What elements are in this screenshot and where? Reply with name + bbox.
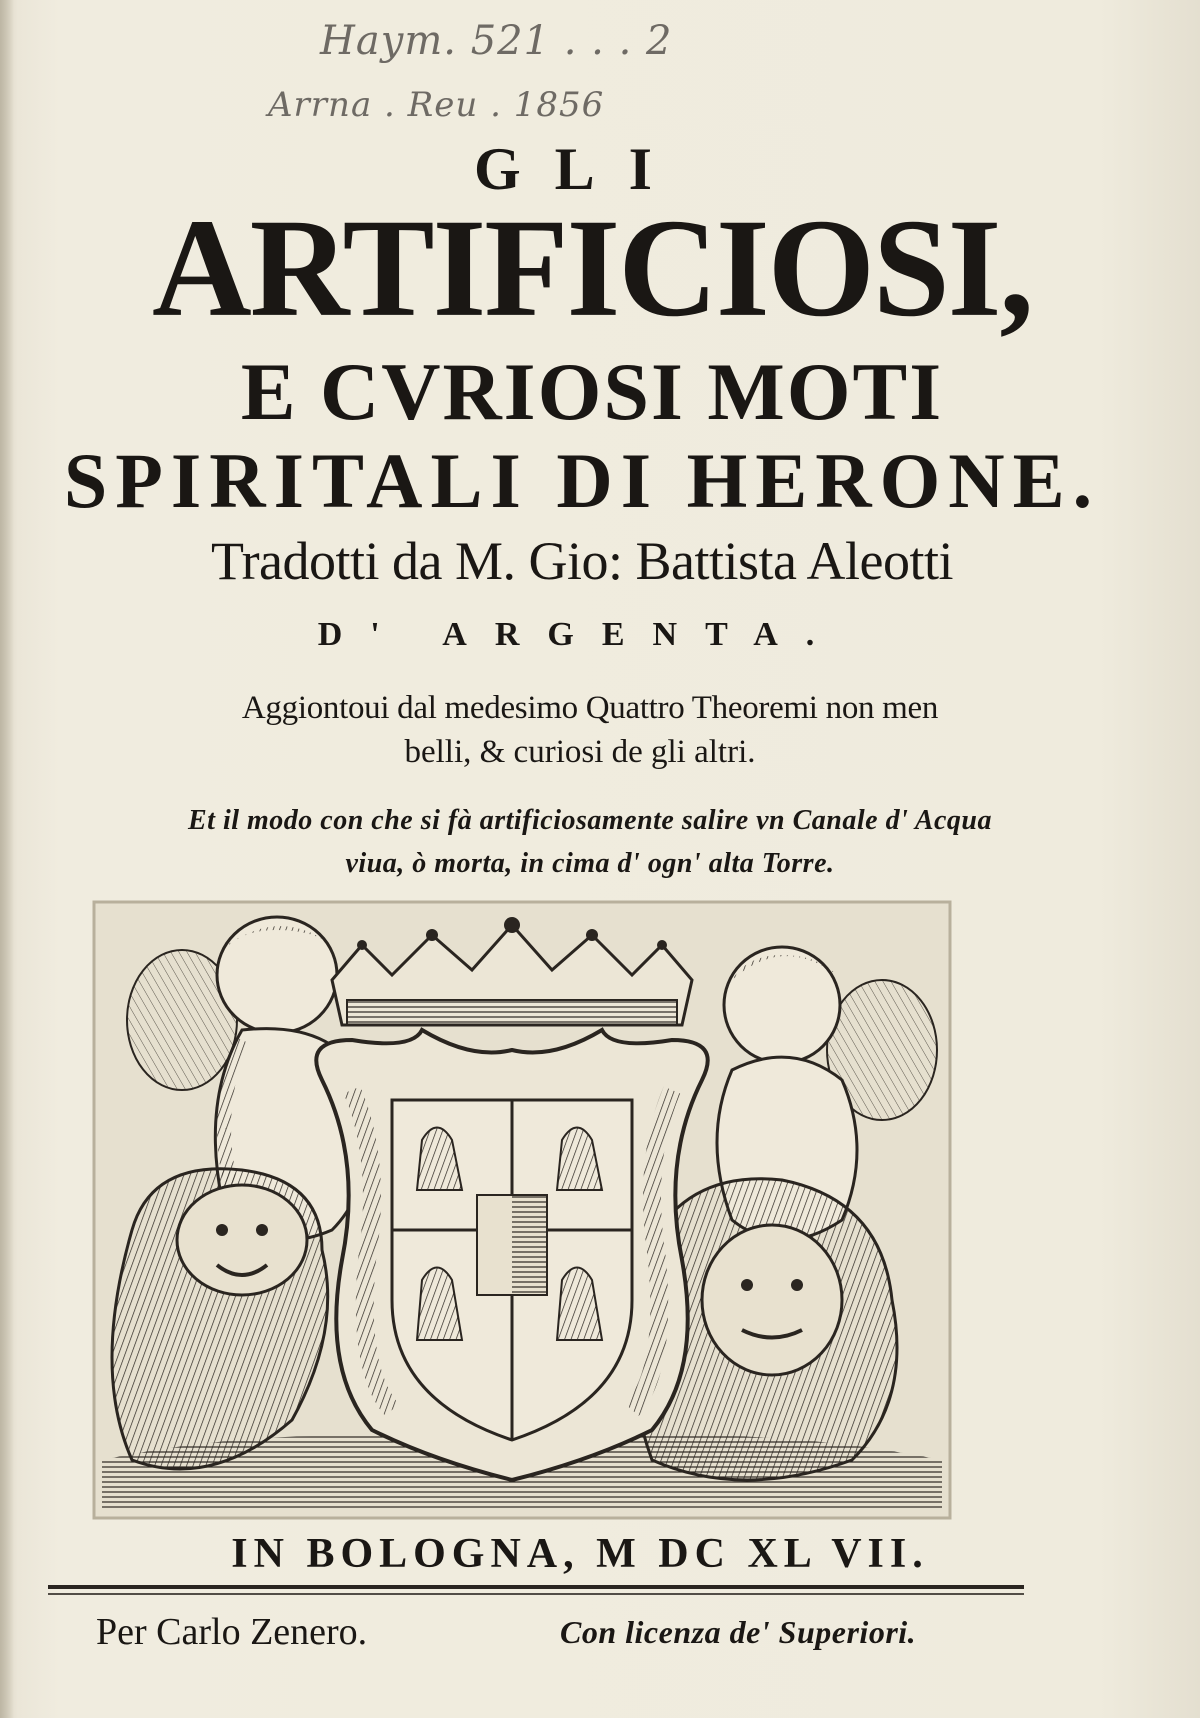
rule-bottom [48, 1593, 1024, 1595]
method-line-1: Et il modo con che si fà artificiosamente salire vn Canale d' Acqua [187, 805, 993, 836]
addition-line-2: belli, & curiosi de gli altri. [404, 734, 756, 770]
shelfmark-line-1: Haym. 521 . . . 2 [320, 18, 673, 64]
shelfmark-line-2: Arrna . Reu . 1856 [268, 85, 605, 125]
translator-line: Tradotti da M. Gio: Battista Aleotti [210, 531, 953, 591]
imprint-city-date: IN BOLOGNA, M DC XL VII. [231, 1531, 929, 1577]
coat-of-arms-engraving [92, 900, 952, 1520]
rule-top [48, 1585, 1024, 1589]
heraldic-shield [392, 1100, 632, 1440]
title-main: ARTIFICIOSI, [152, 189, 1032, 346]
license-line: Con licenza de' Superiori. [560, 1614, 917, 1650]
title-line-3: SPIRITALI DI HERONE. [63, 437, 1101, 524]
title-line-2: E CVRIOSI MOTI [240, 346, 944, 437]
printer-line: Per Carlo Zenero. [96, 1611, 368, 1653]
method-line-2: viua, ò morta, in cima d' ogn' alta Torre. [345, 848, 835, 879]
addition-line-1: Aggiontoui dal medesimo Quattro Theoremi non men [241, 690, 939, 726]
title-gli: GLI [473, 136, 687, 202]
translator-place: D' ARGENTA. [317, 616, 843, 653]
